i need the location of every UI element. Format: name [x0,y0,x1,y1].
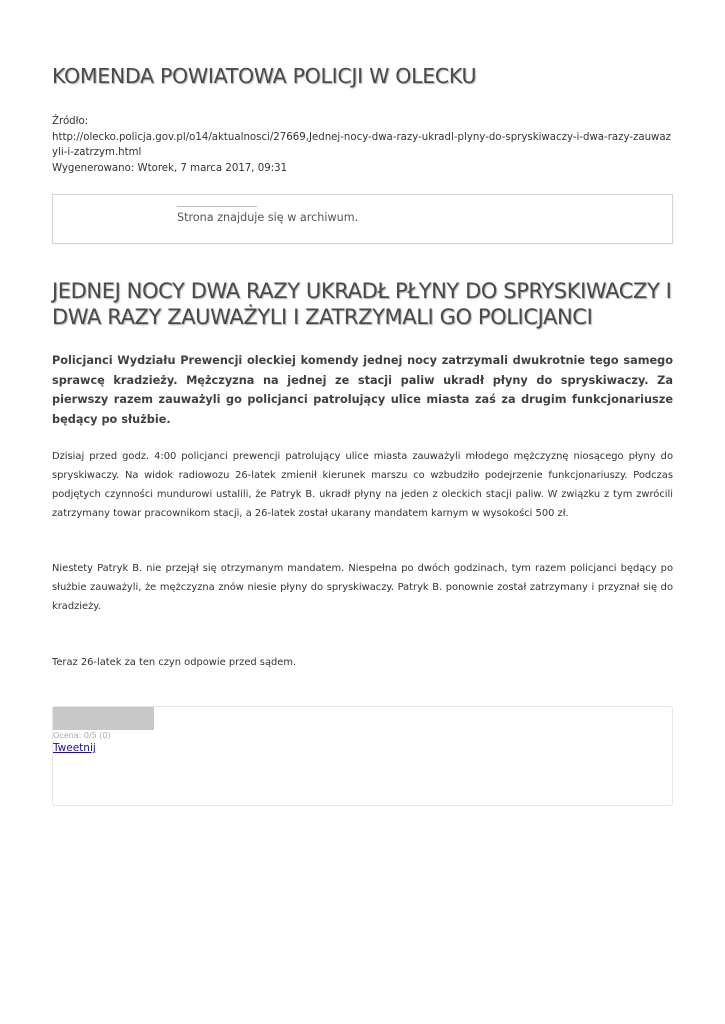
source-metadata [52,114,674,176]
generated-date: Wygenerowano: Wtorek, 7 marca 2017, 09:31 [52,162,288,174]
tweet-link[interactable]: Tweetnij [53,742,96,754]
article-lead: Policjanci Wydziału Prewencji oleckiej komendy jednej nocy zatrzymali dwukrotnie tego samego sprawcę kradzieży. Mężczyzna na jednej ze stacji paliw ukradł płyny do spryskiwaczy. Za pierwszy razem zauważyli go policjanci patrolujący ulice miasta zaś za drugim funkcjonariusze będący po służbie. [52,354,673,426]
rating-stars-widget[interactable] [53,707,154,730]
source-label: Źródło: [52,116,89,127]
article-title: JEDNEJ NOCY DWA RAZY UKRADŁ PŁYNY DO SPRYSKIWACZY I DWA RAZY ZAUWAŻYLI I ZATRZYMALI GO POLICJANCI [52,279,672,329]
archive-notice-box [52,194,673,244]
article-paragraph: Dzisiaj przed godz. 4:00 policjanci prewencji patrolujący ulice miasta zauważyli młodego mężczyznę niosącego płyny do spryskiwaczy. Na widok radiowozu 26-latek zmienił kierunek marszu co wzbudziło podejrzenie funkcjonariuszy. Podczas podjętych czynności mundurowi ustalili, że Patryk B. ukradł płyny na jeden z oleckich stacji paliw. W związku z tym zwrócili zatrzymany towar pracownikom stacji, a 26-latek został ukarany mandatem karnym w wysokości 500 zł. [52,451,673,519]
archive-divider [177,206,257,207]
rating-score: Ocena: 0/5 (0) [53,731,111,740]
source-url: http://olecko.policja.gov.pl/o14/aktualnosci/27669,Jednej-nocy-dwa-razy-ukradl-plyny-do-spryskiwaczy-i-dwa-razy-zauwazyli-i-zatrzym.html [52,131,671,158]
rating-panel [52,706,673,806]
article-paragraph: Niestety Patryk B. nie przejął się otrzymanym mandatem. Niespełna po dwóch godzinach, tym razem policjanci będący po służbie zauważyli, że mężczyzna znów niesie płyny do spryskiwaczy. Patryk B. ponownie został zatrzymany i przyznał się do kradzieży. [52,563,673,612]
site-title: KOMENDA POWIATOWA POLICJI W OLECKU [52,64,477,88]
archive-notice: Strona znajduje się w archiwum. [177,211,359,224]
article-paragraph: Teraz 26-latek za ten czyn odpowie przed sądem. [52,657,297,668]
